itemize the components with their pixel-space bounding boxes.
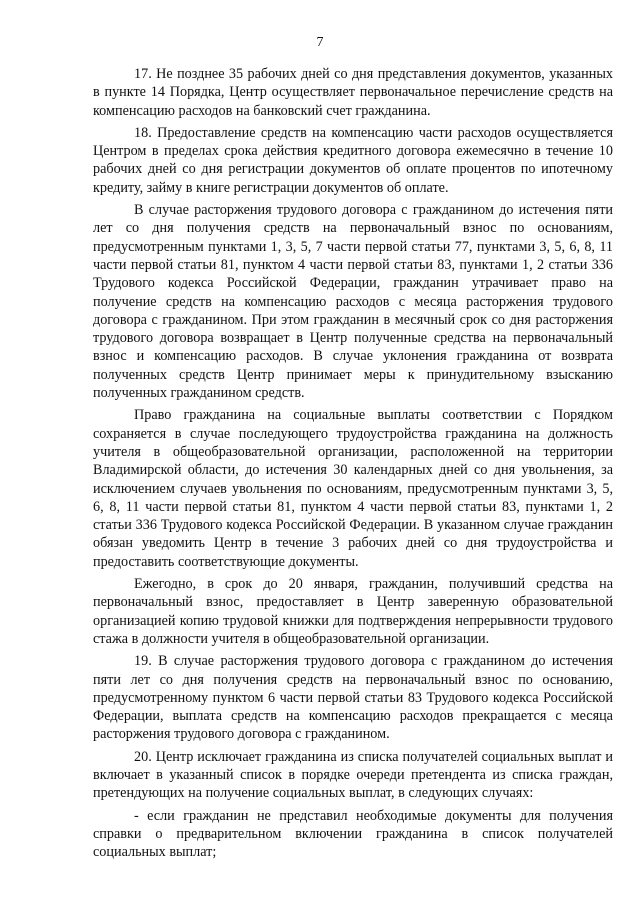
- page-number: 7: [316, 35, 324, 50]
- paragraph-rights-retained: Право гражданина на социальные выплаты соответствии с Порядком сохраняется в случае последующего трудоустройства гражданина на должность учителя в общеобразовательной организации, расположенной на территории Владимирской области, до истечения 30 календарных дней со дня увольнения, за исключением случаев увольнения по основаниям, предусмотренным пунктами 3, 5, 6, 8, 11 части первой статьи 81, пунктом 4 части первой статьи 83, пунктами 1, 2 статьи 336 Трудового кодекса Российской Федерации. В указанном случае гражданин обязан уведомить Центр в течение 3 рабочих дней со дня трудоустройства и предоставить соответствующие документы.: [93, 407, 613, 570]
- document-body: [93, 65, 613, 865]
- paragraph-annual-confirmation: Ежегодно, в срок до 20 января, гражданин, получивший средства на первоначальный взнос, предоставляет в Центр заверенную образовательной организацией копию трудовой книжки для подтверждения непрерывности трудового стажа в должности учителя в общеобразовательной организации.: [93, 576, 613, 647]
- paragraph-20: 20. Центр исключает гражданина из списка получателей социальных выплат и включает в указанный список в порядке очереди претендента из списка граждан, претендующих на получение социальных выплат, в следующих случаях:: [93, 748, 613, 802]
- paragraph-20-item: - если гражданин не представил необходимые документы для получения справки о предварительном включении гражданина в список получателей социальных выплат;: [93, 807, 613, 861]
- paragraph-termination: В случае расторжения трудового договора с гражданином до истечения пяти лет со дня получения средств на первоначальный взнос по основаниям, предусмотренным пунктами 1, 3, 5, 7 части первой статьи 77, пунктами 3, 5, 6, 8, 11 части первой статьи 81, пунктом 4 части первой статьи 83, пунктами 1, 2 статьи 336 Трудового кодекса Российской Федерации, гражданин утрачивает право на получение средств на компенсацию расходов с месяца расторжения трудового договора с гражданином. При этом гражданин в месячный срок со дня расторжения трудового договора возвращает в Центр полученные средства на первоначальный взнос и компенсацию расходов. В случае уклонения гражданина от возврата полученных средств Центр принимает меры к принудительному взысканию полученных гражданином средств.: [93, 202, 613, 402]
- paragraph-19: 19. В случае расторжения трудового договора с гражданином до истечения пяти лет со дня получения средств на первоначальный взнос по основанию, предусмотренному пунктом 6 части первой статьи 83 Трудового кодекса Российской Федерации, выплата средств на компенсацию расходов прекращается с месяца расторжения трудового договора с гражданином.: [93, 653, 613, 743]
- paragraph-18: 18. Предоставление средств на компенсацию части расходов осуществляется Центром в пределах срока действия кредитного договора ежемесячно в течение 10 рабочих дней со дня регистрации документов об оплате процентов по ипотечному кредиту, займу в книге регистрации документов об оплате.: [93, 124, 613, 196]
- paragraph-17: 17. Не позднее 35 рабочих дней со дня представления документов, указанных в пункте 14 Порядка, Центр осуществляет первоначальное перечисление средств на компенсацию расходов на банковский счет гражданина.: [93, 66, 613, 119]
